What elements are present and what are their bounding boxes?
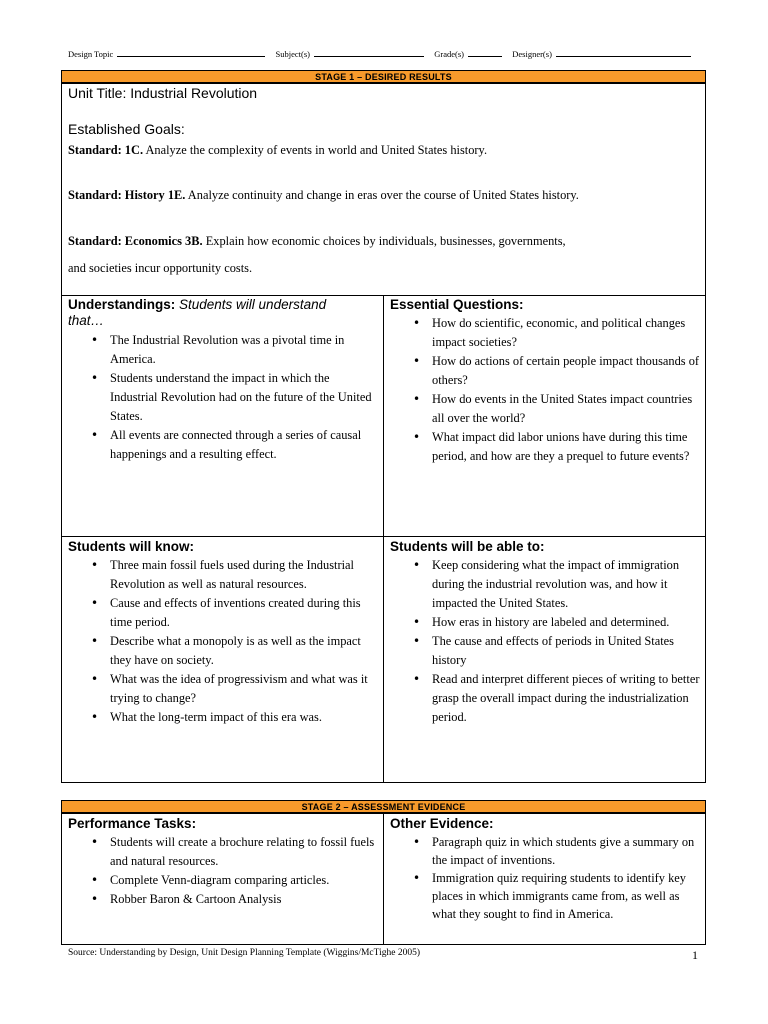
established-goals-heading: Established Goals: bbox=[68, 121, 185, 137]
students-will-know-cell bbox=[68, 539, 378, 727]
essential-questions-list bbox=[410, 314, 702, 466]
grade-label: Grade(s) bbox=[434, 49, 464, 59]
list-item: • Robber Baron & Cartoon Analysis bbox=[88, 890, 378, 909]
list-item: • Describe what a monopoly is as well as the impact they have on society. bbox=[88, 632, 378, 670]
list-item: • What the long-term impact of this era was. bbox=[88, 708, 378, 727]
students-will-be-able-cell bbox=[390, 539, 702, 727]
essential-questions-heading: Essential Questions: bbox=[390, 297, 524, 312]
designers-label: Designer(s) bbox=[512, 49, 552, 59]
standard-text: Analyze the complexity of events in world and United States history. bbox=[143, 143, 488, 157]
students-will-be-able-heading: Students will be able to: bbox=[390, 539, 545, 554]
understandings-subheading-cont: that… bbox=[68, 313, 105, 328]
standard-2 bbox=[68, 188, 579, 203]
list-item: • Keep considering what the impact of immigration during the industrial revolution was, and how it impacted the United States. bbox=[410, 556, 702, 613]
page-number: 1 bbox=[692, 948, 698, 962]
list-item: • Complete Venn-diagram comparing articles. bbox=[88, 871, 378, 890]
list-item: • How do actions of certain people impact thousands of others? bbox=[410, 352, 702, 390]
standard-text: Analyze continuity and change in eras over the course of United States history. bbox=[185, 188, 579, 202]
subjects-label: Subject(s) bbox=[275, 49, 311, 59]
list-item: • The Industrial Revolution was a pivotal time in America. bbox=[88, 331, 378, 369]
list-item: • How do scientific, economic, and political changes impact societies? bbox=[410, 314, 702, 352]
other-evidence-cell bbox=[390, 816, 702, 923]
designers-field[interactable] bbox=[556, 47, 691, 57]
list-item: • Three main fossil fuels used during the Industrial Revolution as well as natural resources. bbox=[88, 556, 378, 594]
subjects-field[interactable] bbox=[314, 47, 424, 57]
performance-tasks-list bbox=[88, 833, 378, 909]
students-will-know-heading: Students will know: bbox=[68, 539, 195, 554]
list-item: • Paragraph quiz in which students give a summary on the impact of inventions. bbox=[410, 833, 702, 869]
list-item: • Immigration quiz requiring students to identify key places in which immigrants came from, as well as what they sought to find in America. bbox=[410, 869, 702, 923]
understandings-heading: Understandings: bbox=[68, 297, 176, 312]
students-will-know-list bbox=[88, 556, 378, 727]
source-citation: Source: Understanding by Design, Unit Design Planning Template (Wiggins/McTighe 2005) bbox=[68, 948, 421, 958]
performance-tasks-heading: Performance Tasks: bbox=[68, 816, 197, 831]
standard-label: Standard: 1C. bbox=[68, 143, 144, 157]
understandings-cell bbox=[68, 297, 378, 464]
list-item: • What impact did labor unions have during this time period, and how are they a prequel to future events? bbox=[410, 428, 702, 466]
unit-title: Unit Title: Industrial Revolution bbox=[68, 85, 258, 101]
list-item: • Students understand the impact in which the Industrial Revolution had on the future of the United States. bbox=[88, 369, 378, 426]
standard-3-continuation: and societies incur opportunity costs. bbox=[68, 261, 253, 275]
list-item: • All events are connected through a series of causal happenings and a resulting effect. bbox=[88, 426, 378, 464]
understandings-list bbox=[88, 331, 378, 464]
design-topic-label: Design Topic bbox=[68, 49, 114, 59]
grade-field[interactable] bbox=[468, 47, 502, 57]
list-item: • Read and interpret different pieces of writing to better grasp the overall impact during the industrialization period. bbox=[410, 670, 702, 727]
design-topic-field[interactable] bbox=[117, 47, 265, 57]
standard-3 bbox=[68, 234, 566, 249]
list-item: • Cause and effects of inventions created during this time period. bbox=[88, 594, 378, 632]
list-item: • What was the idea of progressivism and what was it trying to change? bbox=[88, 670, 378, 708]
stage2-banner: STAGE 2 – ASSESSMENT EVIDENCE bbox=[61, 800, 706, 813]
list-item: • How do events in the United States impact countries all over the world? bbox=[410, 390, 702, 428]
standard-label: Standard: Economics 3B. bbox=[68, 234, 203, 248]
divider bbox=[383, 295, 384, 783]
performance-tasks-cell bbox=[68, 816, 378, 909]
other-evidence-list bbox=[410, 833, 702, 923]
list-item: • The cause and effects of periods in United States history bbox=[410, 632, 702, 670]
list-item: • Students will create a brochure relating to fossil fuels and natural resources. bbox=[88, 833, 378, 871]
understandings-subheading: Students will understand bbox=[175, 297, 327, 312]
standard-text: Explain how economic choices by individuals, businesses, governments, bbox=[202, 234, 566, 248]
list-item: • How eras in history are labeled and determined. bbox=[410, 613, 702, 632]
stage1-banner: STAGE 1 – DESIRED RESULTS bbox=[61, 70, 706, 83]
standard-1 bbox=[68, 143, 487, 158]
header-fields bbox=[68, 47, 699, 59]
other-evidence-heading: Other Evidence: bbox=[390, 816, 494, 831]
divider bbox=[383, 813, 384, 945]
students-will-be-able-list bbox=[410, 556, 702, 727]
essential-questions-cell bbox=[390, 297, 702, 466]
standard-label: Standard: History 1E. bbox=[68, 188, 186, 202]
